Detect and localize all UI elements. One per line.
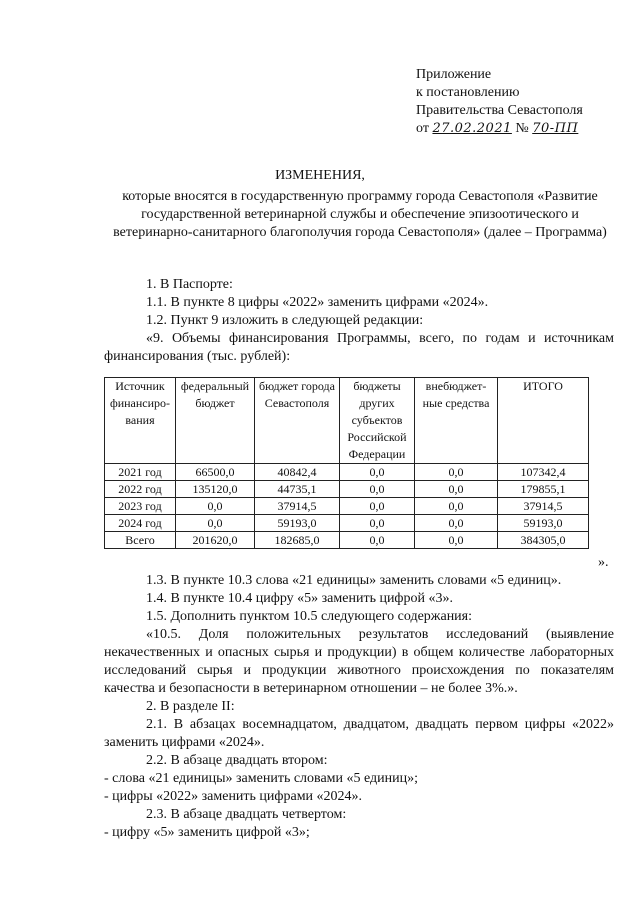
item-2-1: 2.1. В абзацах восемнадцатом, двадцатом, двадцать первом цифры «2022» заменить цифрами «2024». bbox=[104, 717, 614, 750]
handwritten-number: 70-ПП bbox=[532, 121, 579, 136]
table-cell: 0,0 bbox=[340, 464, 415, 481]
document-subtitle: которые вносятся в государственную программу города Севастополя «Развитие государственной ветеринарной службы и обеспечение эпизоотического и ветеринарно-санитарного благополучия города Севастополя» (далее – Программа) bbox=[113, 189, 607, 240]
col-header-regions: бюджеты других субъектов Российской Федерации bbox=[340, 378, 415, 464]
table-cell: 179855,1 bbox=[498, 481, 589, 498]
annex-line-2: к постановлению bbox=[416, 85, 520, 100]
table-cell: 0,0 bbox=[415, 532, 498, 549]
item-1-5: 1.5. Дополнить пунктом 10.5 следующего содержания: bbox=[146, 609, 473, 624]
table-cell: 135120,0 bbox=[176, 481, 255, 498]
col-header-city: бюджет города Севастополя bbox=[255, 378, 340, 464]
table-cell: 0,0 bbox=[415, 464, 498, 481]
annex-date-line bbox=[416, 120, 636, 138]
table-cell: 0,0 bbox=[340, 481, 415, 498]
table-cell: 37914,5 bbox=[498, 498, 589, 515]
table-cell: 0,0 bbox=[340, 498, 415, 515]
col-header-federal: федеральный бюджет bbox=[176, 378, 255, 464]
closing-quote: ». bbox=[598, 555, 609, 570]
para-1-2: 1.2. Пункт 9 изложить в следующей редакции: bbox=[146, 313, 424, 328]
table-cell: 0,0 bbox=[340, 532, 415, 549]
item-2: 2. В разделе II: bbox=[146, 699, 235, 714]
table-cell: 0,0 bbox=[176, 515, 255, 532]
table-cell: Всего bbox=[105, 532, 176, 549]
annex-line-1: Приложение bbox=[416, 67, 492, 82]
annex-line-3: Правительства Севастополя bbox=[416, 103, 583, 118]
para-1: 1. В Паспорте: bbox=[146, 277, 233, 292]
table-cell: 2022 год bbox=[105, 481, 176, 498]
item-10-5: «10.5. Доля положительных результатов исследований (выявление некачественных и опасных сырья и продукции) в общем количестве лабораторных исследований сырья и продукции животного происхождения по показателям качества и безопасности в ветеринарном отношении – не более 3%.». bbox=[104, 627, 614, 696]
table-cell: 0,0 bbox=[415, 515, 498, 532]
amendments-section bbox=[104, 572, 614, 842]
item-2-2: 2.2. В абзаце двадцать втором: bbox=[146, 753, 328, 768]
table-row-total bbox=[105, 532, 589, 549]
table-cell: 182685,0 bbox=[255, 532, 340, 549]
number-prefix: № bbox=[515, 121, 529, 136]
table-cell: 2021 год bbox=[105, 464, 176, 481]
document-title: ИЗМЕНЕНИЯ, bbox=[275, 168, 365, 183]
table-row bbox=[105, 464, 589, 481]
table-cell: 40842,4 bbox=[255, 464, 340, 481]
annex-block bbox=[416, 66, 636, 138]
col-header-total: ИТОГО bbox=[498, 378, 589, 464]
table-cell: 0,0 bbox=[415, 481, 498, 498]
table-cell: 37914,5 bbox=[255, 498, 340, 515]
handwritten-date: 27.02.2021 bbox=[432, 121, 512, 136]
item-2-3-a: - цифру «5» заменить цифрой «3»; bbox=[104, 825, 310, 840]
table-cell: 0,0 bbox=[340, 515, 415, 532]
table-cell: 2024 год bbox=[105, 515, 176, 532]
table-cell: 384305,0 bbox=[498, 532, 589, 549]
table-cell: 201620,0 bbox=[176, 532, 255, 549]
table-row bbox=[105, 481, 589, 498]
para-9: «9. Объемы финансирования Программы, всего, по годам и источникам финансирования (тыс. рублей): bbox=[104, 331, 614, 364]
table-row bbox=[105, 515, 589, 532]
col-header-source: Источник финансиро-вания bbox=[105, 378, 176, 464]
table-cell: 0,0 bbox=[176, 498, 255, 515]
table-cell: 66500,0 bbox=[176, 464, 255, 481]
col-header-offbudget: внебюджет-ные средства bbox=[415, 378, 498, 464]
financing-table bbox=[104, 377, 589, 549]
table-header-row bbox=[105, 378, 589, 464]
table-cell: 59193,0 bbox=[498, 515, 589, 532]
table-cell: 107342,4 bbox=[498, 464, 589, 481]
table-cell: 2023 год bbox=[105, 498, 176, 515]
table-row bbox=[105, 498, 589, 515]
table-cell: 0,0 bbox=[415, 498, 498, 515]
date-prefix: от bbox=[416, 121, 429, 136]
item-2-3: 2.3. В абзаце двадцать четвертом: bbox=[146, 807, 347, 822]
item-2-2-a: - слова «21 единицы» заменить словами «5 единиц»; bbox=[104, 771, 419, 786]
table-cell: 59193,0 bbox=[255, 515, 340, 532]
item-1-3: 1.3. В пункте 10.3 слова «21 единицы» заменить словами «5 единиц». bbox=[146, 573, 562, 588]
para-1-1: 1.1. В пункте 8 цифры «2022» заменить цифрами «2024». bbox=[146, 295, 489, 310]
item-2-2-b: - цифры «2022» заменить цифрами «2024». bbox=[104, 789, 363, 804]
passport-section bbox=[104, 276, 614, 366]
item-1-4: 1.4. В пункте 10.4 цифру «5» заменить цифрой «3». bbox=[146, 591, 453, 606]
table-cell: 44735,1 bbox=[255, 481, 340, 498]
